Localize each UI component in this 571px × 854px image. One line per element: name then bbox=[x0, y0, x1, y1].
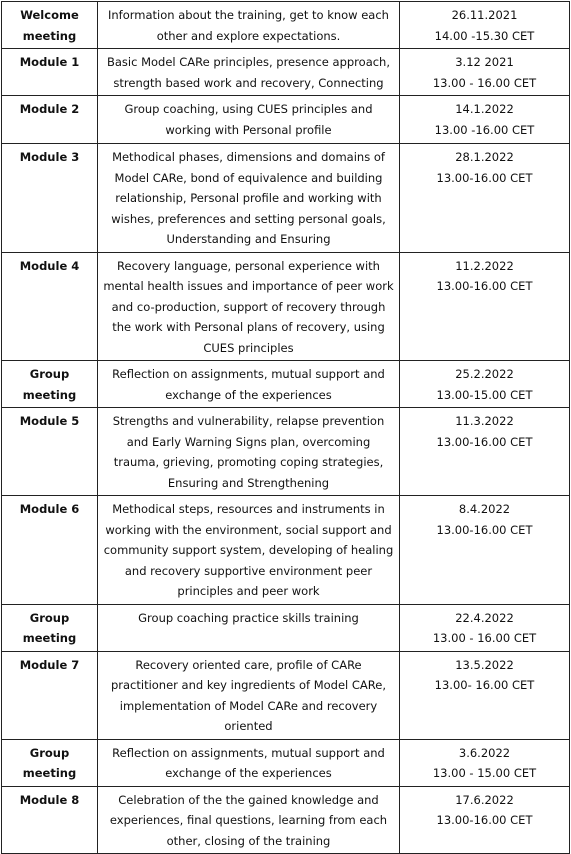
table-row bbox=[2, 361, 570, 408]
table-row bbox=[2, 408, 570, 496]
session-topic: Group coaching practice skills training bbox=[98, 604, 400, 651]
session-name: Group meeting bbox=[2, 604, 98, 651]
table-row bbox=[2, 786, 570, 854]
session-datetime bbox=[400, 496, 570, 605]
table-row bbox=[2, 252, 570, 361]
session-date: 26.11.2021 bbox=[451, 8, 518, 22]
table-row bbox=[2, 604, 570, 651]
session-name: Module 6 bbox=[2, 496, 98, 605]
session-name: Module 1 bbox=[2, 49, 98, 96]
table-row bbox=[2, 96, 570, 144]
session-date: 3.6.2022 bbox=[458, 745, 511, 760]
session-datetime bbox=[400, 604, 570, 651]
session-time: 13.00-15.00 CET bbox=[436, 387, 533, 402]
session-name: Module 3 bbox=[2, 144, 98, 253]
session-name: Module 7 bbox=[2, 651, 98, 739]
session-time: 13.00-16.00 CET bbox=[436, 170, 533, 185]
session-time: 13.00 - 15.00 CET bbox=[432, 766, 537, 780]
session-topic: Methodical phases, dimensions and domains of Model CARe, bond of equivalence and building relationship, Personal profile and working with wishes, preferences and setting personal goals, Understanding and Ensuring bbox=[98, 144, 400, 253]
session-date: 28.1.2022 bbox=[455, 150, 514, 164]
session-time: 13.00-16.00 CET bbox=[436, 522, 533, 537]
session-datetime bbox=[400, 144, 570, 253]
session-time: 13.00-16.00 CET bbox=[436, 813, 533, 827]
session-datetime bbox=[400, 96, 570, 144]
training-schedule-table bbox=[1, 1, 570, 854]
session-name: Module 4 bbox=[2, 252, 98, 361]
session-date: 8.4.2022 bbox=[458, 502, 511, 516]
session-datetime bbox=[400, 408, 570, 496]
session-datetime bbox=[400, 49, 570, 96]
table-row bbox=[2, 496, 570, 605]
table-row bbox=[2, 144, 570, 253]
table-row bbox=[2, 49, 570, 96]
session-topic: Celebration of the the gained knowledge and experiences, final questions, learning from each other, closing of the training bbox=[98, 786, 400, 854]
session-time: 13.00- 16.00 CET bbox=[434, 678, 535, 692]
session-datetime bbox=[400, 651, 570, 739]
session-date: 14.1.2022 bbox=[455, 102, 514, 116]
session-date: 11.2.2022 bbox=[455, 258, 514, 273]
session-date: 3.12 2021 bbox=[455, 55, 514, 69]
session-name: Group meeting bbox=[2, 361, 98, 408]
session-name: Module 2 bbox=[2, 96, 98, 144]
session-datetime bbox=[400, 739, 570, 786]
session-datetime bbox=[400, 2, 570, 49]
session-date: 22.4.2022 bbox=[455, 610, 514, 625]
table-row bbox=[2, 739, 570, 786]
session-name: Welcome meeting bbox=[2, 2, 98, 49]
session-date: 25.2.2022 bbox=[455, 367, 514, 381]
session-name: Module 5 bbox=[2, 408, 98, 496]
session-topic: Information about the training, get to know each other and explore expectations. bbox=[98, 2, 400, 49]
table-row bbox=[2, 651, 570, 739]
session-date: 17.6.2022 bbox=[455, 792, 514, 807]
session-time: 13.00-16.00 CET bbox=[436, 434, 533, 449]
session-topic: Recovery language, personal experience with mental health issues and importance of peer work and co-production, support of recovery through the work with Personal plans of recovery, using CUES principles bbox=[98, 252, 400, 361]
session-topic: Recovery oriented care, profile of CARe practitioner and key ingredients of Model CARe, implementation of Model CARe and recovery oriented bbox=[98, 651, 400, 739]
session-topic: Reflection on assignments, mutual support and exchange of the experiences bbox=[98, 739, 400, 786]
session-name: Group meeting bbox=[2, 739, 98, 786]
session-time: 13.00 - 16.00 CET bbox=[432, 631, 537, 645]
session-topic: Basic Model CARe principles, presence approach, strength based work and recovery, Connecting bbox=[98, 49, 400, 96]
session-topic: Reflection on assignments, mutual support and exchange of the experiences bbox=[98, 361, 400, 408]
session-name: Module 8 bbox=[2, 786, 98, 854]
session-topic: Strengths and vulnerability, relapse prevention and Early Warning Signs plan, overcoming trauma, grieving, promoting coping strategies, Ensuring and Strengthening bbox=[98, 408, 400, 496]
session-time: 14.00 -15.30 CET bbox=[434, 28, 535, 43]
session-datetime bbox=[400, 252, 570, 361]
session-date: 13.5.2022 bbox=[455, 657, 514, 672]
session-topic: Group coaching, using CUES principles and working with Personal profile bbox=[98, 96, 400, 144]
session-datetime bbox=[400, 786, 570, 854]
table-row bbox=[2, 2, 570, 49]
session-time: 13.00 -16.00 CET bbox=[434, 122, 535, 137]
session-time: 13.00-16.00 CET bbox=[436, 279, 533, 293]
session-date: 11.3.2022 bbox=[455, 414, 514, 428]
session-time: 13.00 - 16.00 CET bbox=[432, 75, 537, 90]
session-topic: Methodical steps, resources and instruments in working with the environment, social support and community support system, developing of healing and recovery supportive environment peer principles and peer work bbox=[98, 496, 400, 605]
session-datetime bbox=[400, 361, 570, 408]
